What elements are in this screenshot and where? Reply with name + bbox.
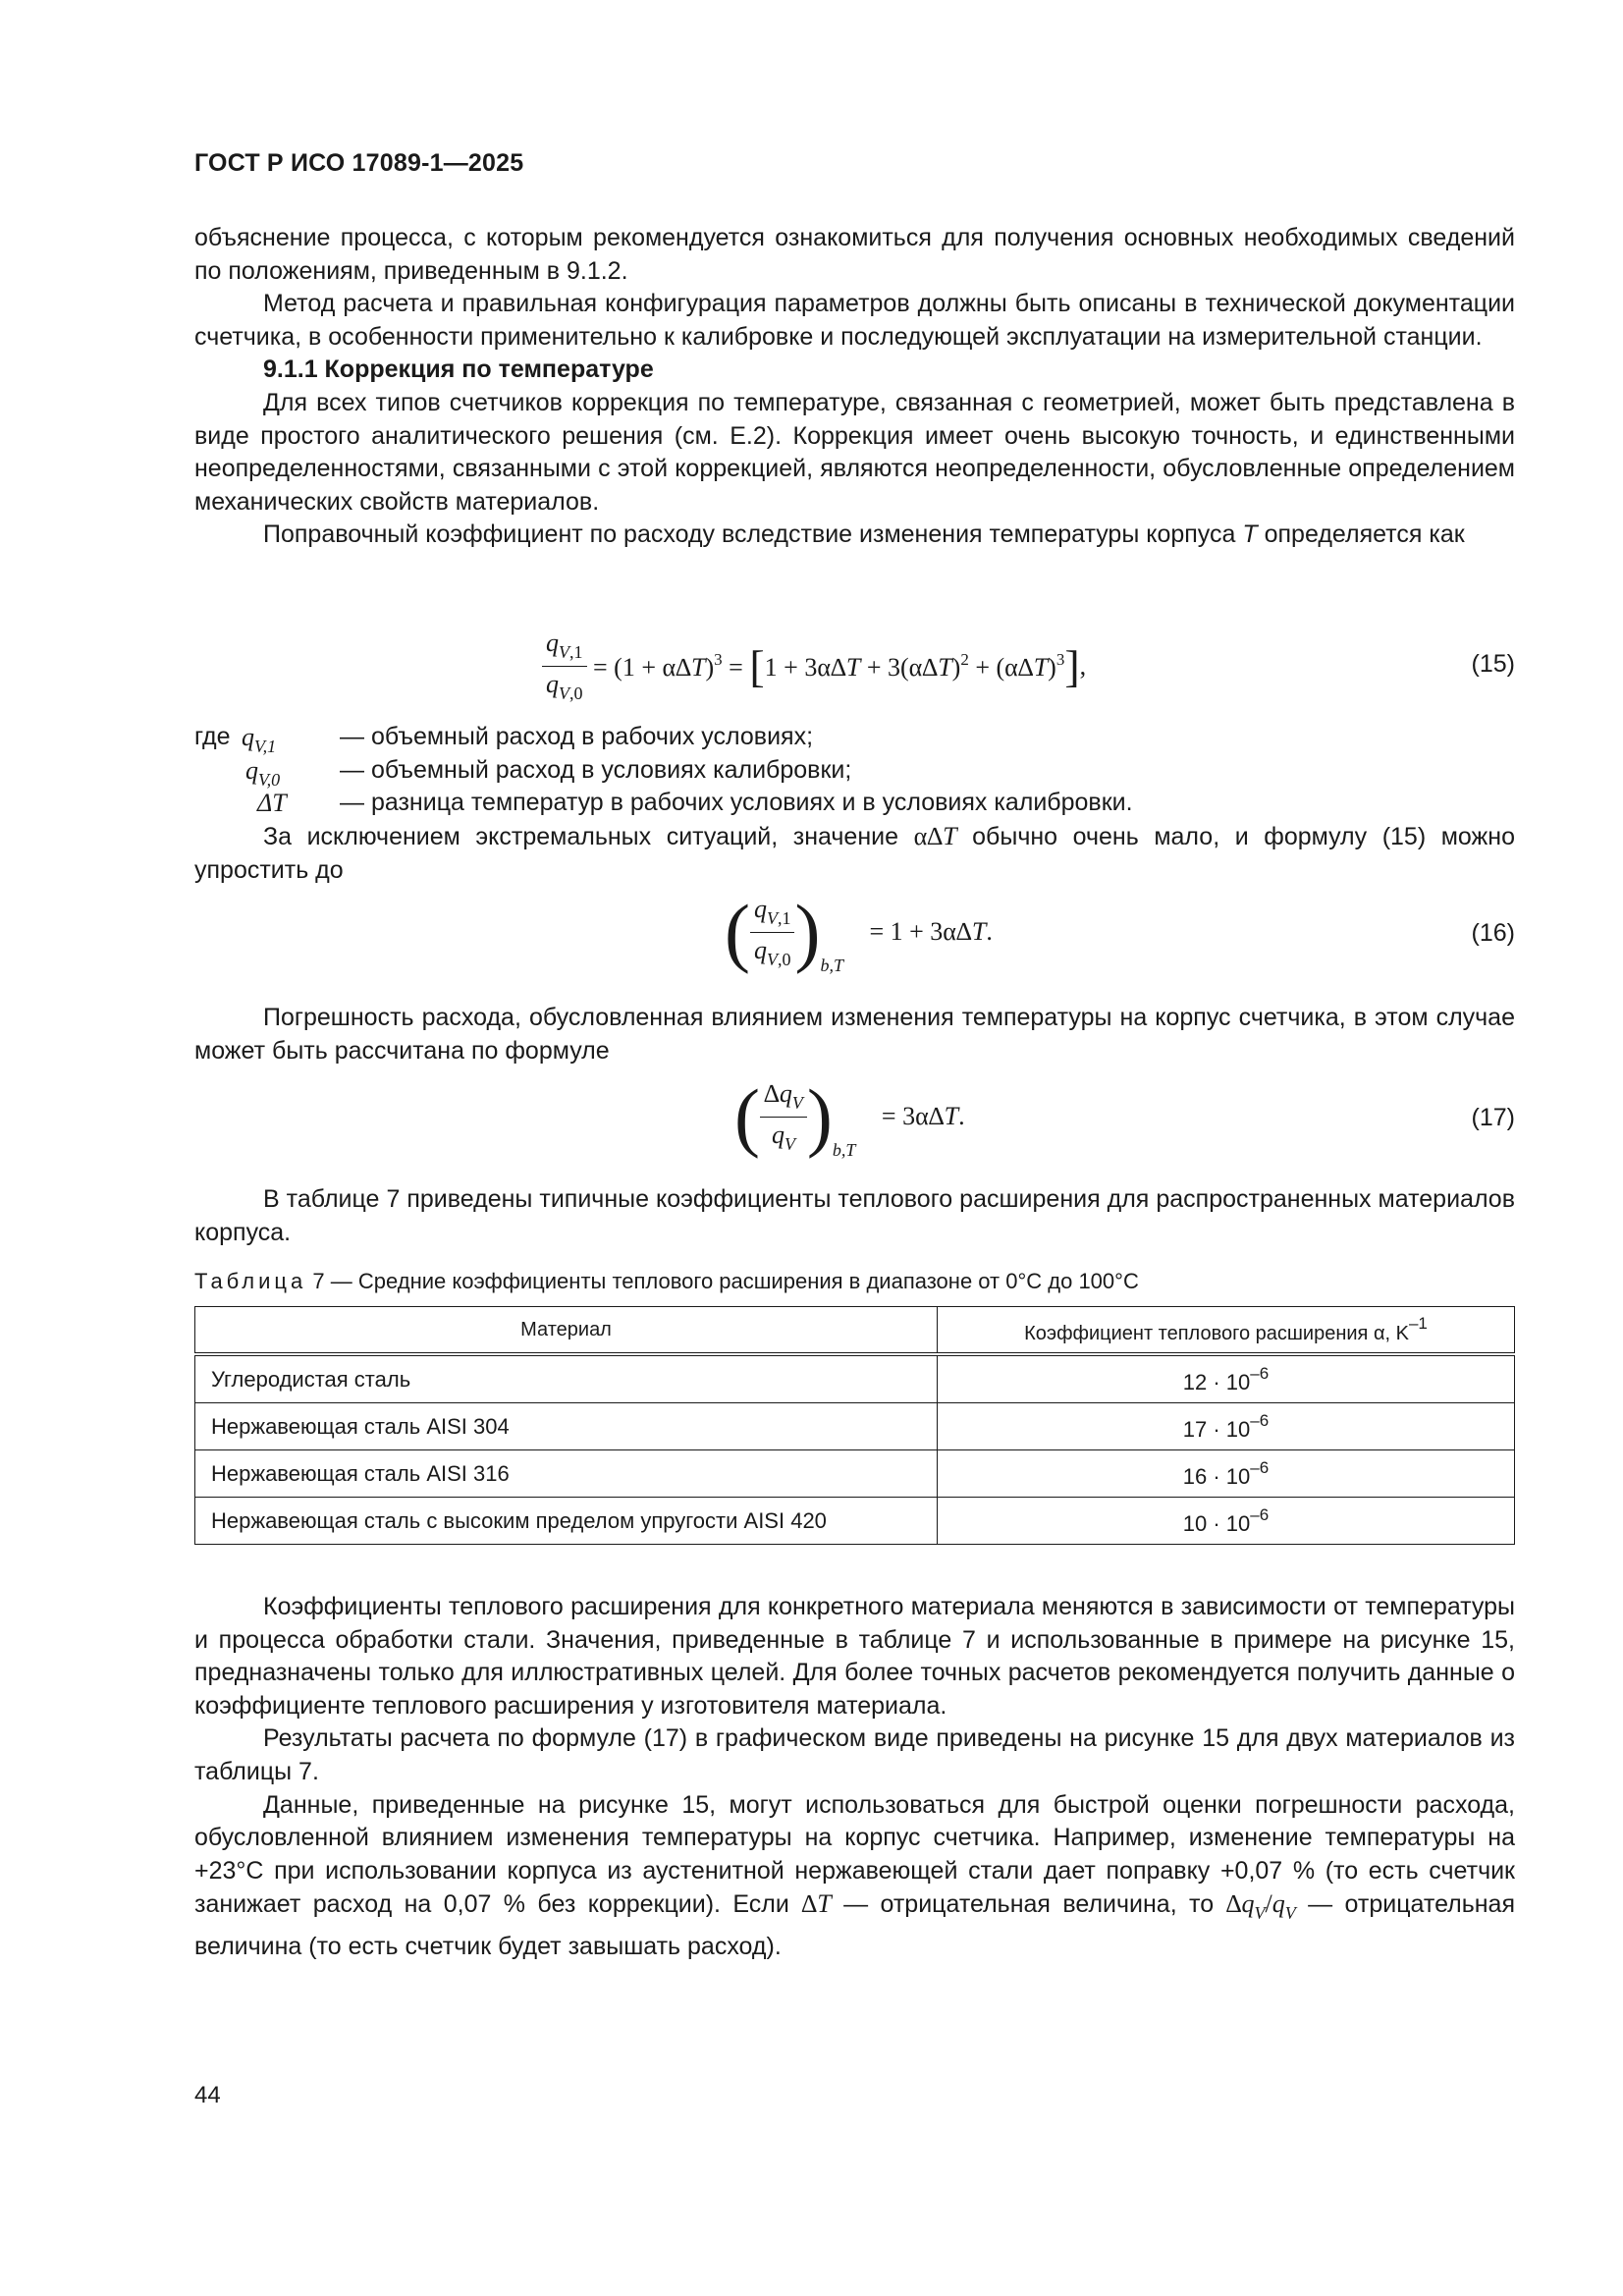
definition-symbol: ΔT bbox=[257, 789, 287, 818]
paragraph: В таблице 7 приведены типичные коэффициенты теплового расширения для распространенных материалов корпуса. bbox=[194, 1185, 1515, 1246]
table-row bbox=[195, 1403, 1515, 1450]
table-row bbox=[195, 1498, 1515, 1545]
section-heading: 9.1.1 Коррекция по температуре bbox=[263, 355, 654, 384]
formula-15 bbox=[194, 629, 1515, 707]
paragraph: Для всех типов счетчиков коррекция по температуре, связанная с геометрией, может быть представлена в виде простого аналитического решения (см. Е.2). Коррекция имеет очень высокую точность, и единственными неопределенностями, связанными с этой коррекцией, являются неопределенности, обусловленные определением механических свойств материалов. bbox=[194, 388, 1515, 516]
definition-row bbox=[194, 754, 1515, 788]
coefficient-cell: $16 \cdot 10^{-6}$ bbox=[938, 1450, 1515, 1498]
paragraph: объяснение процесса, с которым рекомендуется ознакомиться для получения основных необходимых сведений по положениям, приведенным в 9.1.2. bbox=[194, 224, 1515, 285]
material-cell: Нержавеющая сталь AISI 316 bbox=[195, 1450, 938, 1498]
paragraph: За исключением экстремальных ситуаций, значение α∆T обычно очень мало, и формулу (15) можно упростить до bbox=[194, 822, 1515, 884]
equation-number: (15) bbox=[1471, 650, 1515, 678]
text-block-simplify bbox=[194, 820, 1515, 887]
paragraph: Данные, приведенные на рисунке 15, могут использоваться для быстрой оценки погрешности расхода, обусловленной влиянием изменения температуры на корпус счетчика. Например, изменение температуры на +23°С при использовании корпуса из аустенитной нержавеющей стали дает поправку +0,07 % (то есть счетчик занижает расход на 0,07 % без коррекции). Если ∆T — отрицательная величина, то $\Delta q_V/q_V$ — отрицательная величина (то есть счетчик будет завышать расход). bbox=[194, 1790, 1516, 1960]
formula-17 bbox=[194, 1073, 1515, 1167]
table-caption bbox=[194, 1269, 1139, 1294]
document-header: ГОСТ Р ИСО 17089-1—2025 bbox=[194, 149, 524, 177]
paragraph bbox=[194, 519, 1515, 552]
definition-row bbox=[194, 787, 1515, 820]
definition-text: — объемный расход в рабочих условиях; bbox=[340, 723, 814, 750]
column-header-coefficient: Коэффициент теплового расширения α, $K^{-1}$ bbox=[938, 1307, 1515, 1355]
paragraph-text: определяется как bbox=[1257, 520, 1465, 549]
formula-16-expression: ( $\frac{q_{V,1}}{q_{V,0}}$ )$_{b,T} = 1 + 3\alpha\Delta T$. bbox=[725, 889, 993, 975]
definition-text: — объемный расход в условиях калибровки; bbox=[340, 755, 852, 784]
formula-17-expression: ( $\frac{\Delta q_V}{q_V}$ )$_{b,T} = 3\alpha\Delta T$. bbox=[734, 1073, 965, 1160]
material-cell: Углеродистая сталь bbox=[195, 1354, 938, 1403]
paragraph: Результаты расчета по формуле (17) в графическом виде приведены на рисунке 15 для двух материалов из таблицы 7. bbox=[194, 1724, 1515, 1785]
text-block-table-intro bbox=[194, 1183, 1515, 1249]
text-block-error bbox=[194, 1002, 1515, 1067]
text-block-intro bbox=[194, 222, 1515, 552]
coefficient-cell: $17 \cdot 10^{-6}$ bbox=[938, 1403, 1515, 1450]
text-block-after-table bbox=[194, 1591, 1515, 1964]
table-header-row bbox=[195, 1307, 1515, 1355]
definition-row bbox=[194, 721, 1515, 754]
material-cell: Нержавеющая сталь с высоким пределом упругости AISI 420 bbox=[195, 1498, 938, 1545]
formula-16 bbox=[194, 889, 1515, 982]
paragraph-text: Поправочный коэффициент по расходу вследствие изменения температуры корпуса bbox=[263, 520, 1243, 549]
variable-T: T bbox=[1242, 520, 1258, 549]
table-caption-text: 7 — Средние коэффициенты теплового расширения в диапазоне от 0°С до 100°С bbox=[312, 1269, 1139, 1293]
column-header-material: Материал bbox=[195, 1307, 938, 1355]
definition-text: — разница температур в рабочих условиях и в условиях калибровки. bbox=[340, 789, 1133, 817]
coefficient-cell: $10 \cdot 10^{-6}$ bbox=[938, 1498, 1515, 1545]
fraction-qv1-qv0: $\frac{q_{V,1}}{q_{V,0}}$ bbox=[542, 629, 587, 704]
table-caption-label: Таблица bbox=[194, 1269, 307, 1293]
paragraph: Коэффициенты теплового расширения для конкретного материала меняются в зависимости от температуры и процесса обработки стали. Значения, приведенные в таблице 7 и использованные в примере на рисунке 15, предназначены только для иллюстративных целей. Для более точных расчетов рекомендуется получить данные о коэффициенте теплового расширения у изготовителя материала. bbox=[194, 1593, 1515, 1720]
fraction-dqv-qv: $\frac{\Delta q_V}{q_V}$ bbox=[760, 1079, 807, 1155]
coefficient-cell: $12 \cdot 10^{-6}$ bbox=[938, 1354, 1515, 1403]
table-row bbox=[195, 1450, 1515, 1498]
table-row bbox=[195, 1354, 1515, 1403]
fraction-qv1-qv0: $\frac{q_{V,1}}{q_{V,0}}$ bbox=[750, 895, 795, 970]
where-lead: где bbox=[194, 723, 231, 750]
equation-number: (17) bbox=[1471, 1104, 1515, 1131]
definition-symbol: $q_{V,1}$ bbox=[242, 723, 277, 756]
material-cell: Нержавеющая сталь AISI 304 bbox=[195, 1403, 938, 1450]
paragraph: Метод расчета и правильная конфигурация параметров должны быть описаны в технической документации счетчика, в особенности применительно к калибровке и последующей эксплуатации на измерительной станции. bbox=[194, 290, 1515, 351]
page-number: 44 bbox=[194, 2082, 221, 2108]
formula-15-expression: $\frac{q_{V,1}}{q_{V,0}}$ = $(1 + \alpha\Delta T)^3 = [1 + 3\alpha\Delta T + 3(\alpha\Delta T)^2 + (\alpha\Delta T)^3]$, bbox=[542, 629, 1086, 704]
thermal-expansion-table bbox=[194, 1306, 1515, 1545]
paragraph: Погрешность расхода, обусловленная влиянием изменения температуры на корпус счетчика, в этом случае может быть рассчитана по формуле bbox=[194, 1004, 1515, 1065]
equation-number: (16) bbox=[1471, 919, 1515, 947]
definition-symbol: $q_{V,0}$ bbox=[245, 755, 281, 790]
symbol-definitions bbox=[194, 721, 1515, 820]
